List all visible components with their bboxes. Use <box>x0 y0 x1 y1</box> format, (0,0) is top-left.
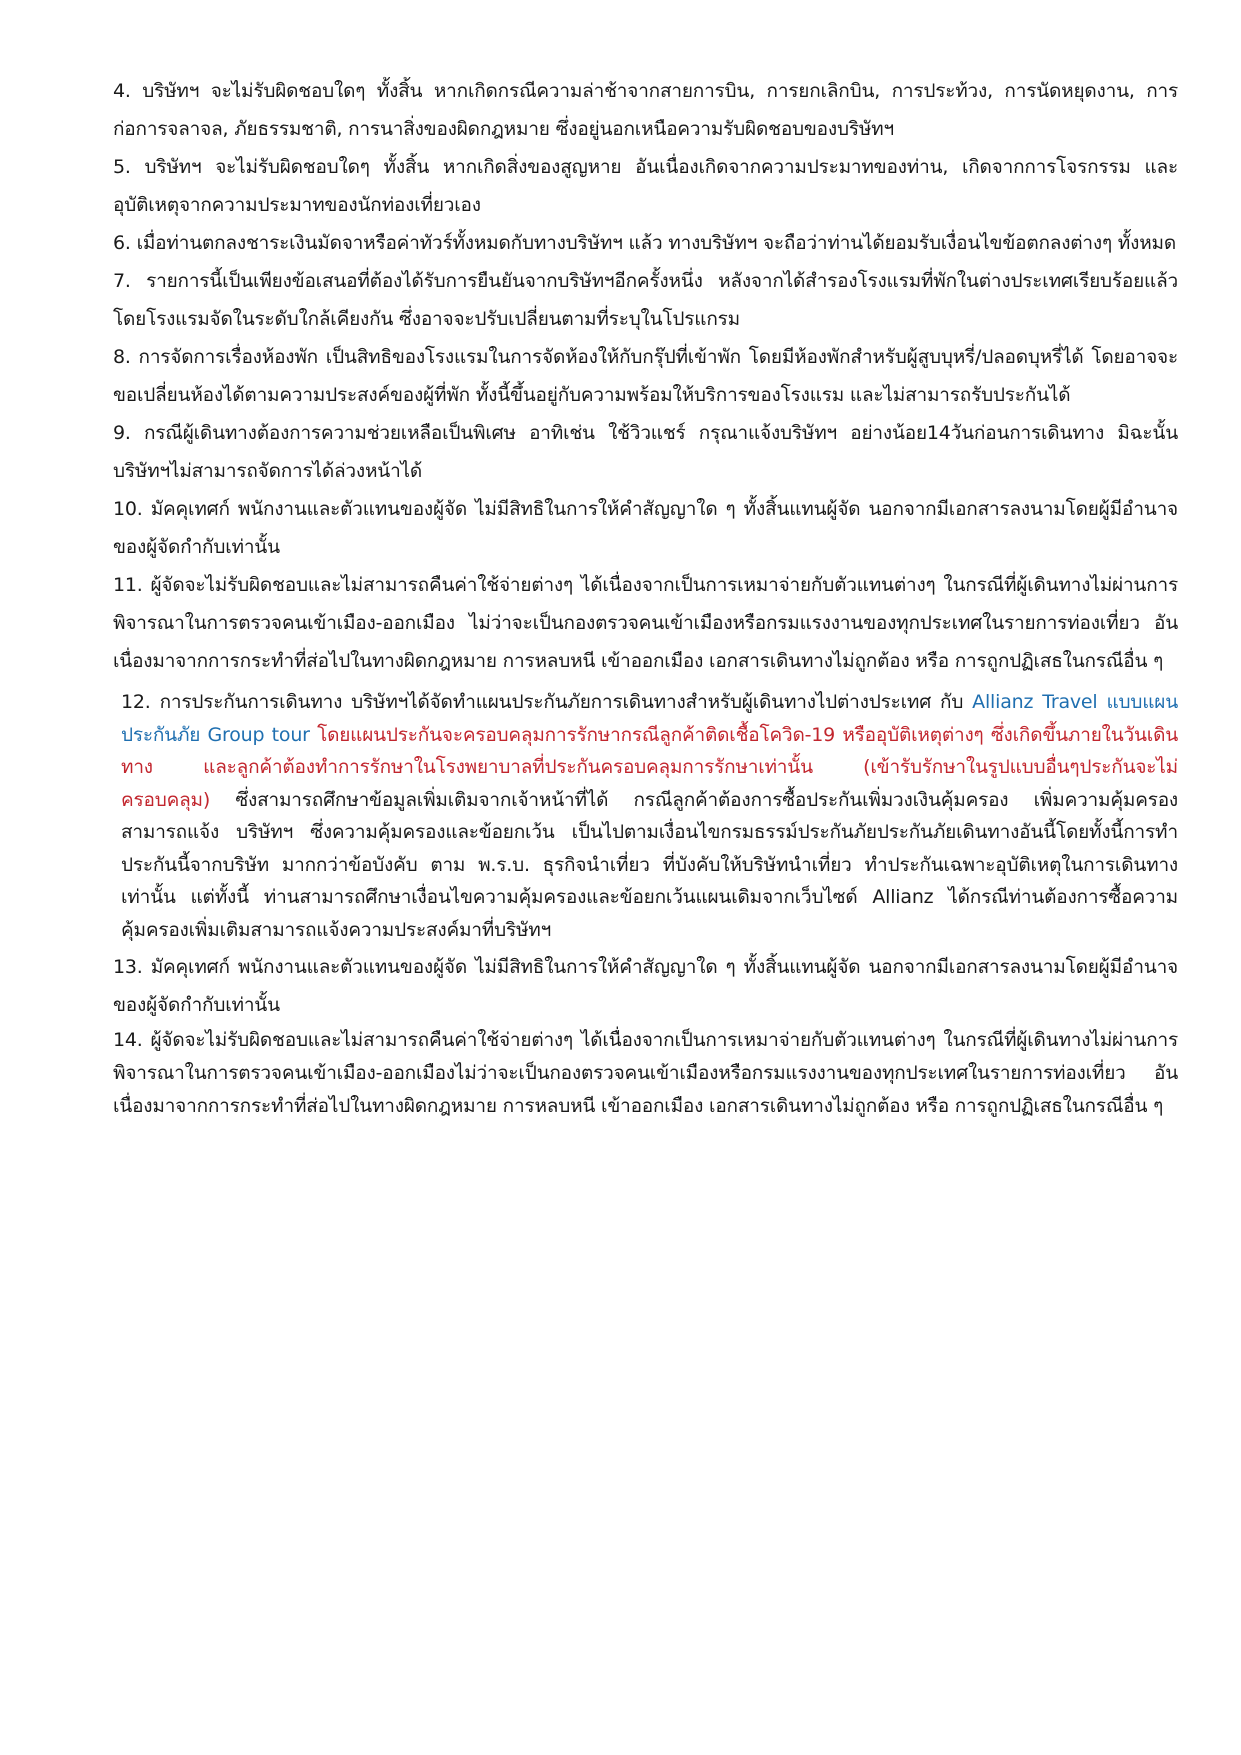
coverage-notice-text: โดยแผนประกันจะครอบคลุมการรักษากรณีลูกค้าติดเชื้อโควิด-19 หรืออุบัติเหตุต่างๆ ซึ่งเกิดขึ้นภายในวันเดินทาง และลูกค้าต้องทำการรักษาในโรงพยาบาลที่ประกันครอบคลุมการรักษาเท่านั้น (เข้ารับรักษาในรูปแบบอื่นๆประกันจะไม่ครอบคลุม) <box>121 723 1178 811</box>
term-item-5: 5. บริษัทฯ จะไม่รับผิดชอบใดๆ ทั้งสิ้น หากเกิดสิ่งของสูญหาย อันเนื่องเกิดจากความประมาทของท่าน, เกิดจากการโจรกรรม และ อุบัติเหตุจากความประมาทของนักท่องเที่ยวเอง <box>113 156 1178 216</box>
term-item-13: 13. มัคคุเทศก์ พนักงานและตัวแทนของผู้จัด ไม่มีสิทธิในการให้คำสัญญาใด ๆ ทั้งสิ้นแทนผู้จัด นอกจากมีเอกสารลงนามโดยผู้มีอำนาจของผู้จัดกำกับเท่านั้น <box>113 956 1178 1016</box>
term-item-10: 10. มัคคุเทศก์ พนักงานและตัวแทนของผู้จัด ไม่มีสิทธิในการให้คำสัญญาใด ๆ ทั้งสิ้นแทนผู้จัด นอกจากมีเอกสารลงนามโดยผู้มีอำนาจของผู้จัดกำกับเท่านั้น <box>113 498 1178 558</box>
term-item-9: 9. กรณีผู้เดินทางต้องการความช่วยเหลือเป็นพิเศษ อาทิเช่น ใช้วิวแชร์ กรุณาแจ้งบริษัทฯ อย่างน้อย14วันก่อนการเดินทาง มิฉะนั้น บริษัทฯไม่สามารถจัดการได้ล่วงหน้าได้ <box>113 422 1178 482</box>
terms-document <box>113 72 1178 1123</box>
term-item-11: 11. ผู้จัดจะไม่รับผิดชอบและไม่สามารถคืนค่าใช้จ่ายต่างๆ ได้เนื่องจากเป็นการเหมาจ่ายกับตัวแทนต่างๆ ในกรณีที่ผู้เดินทางไม่ผ่านการพิจารณาในการตรวจคนเข้าเมือง-ออกเมือง ไม่ว่าจะเป็นกองตรวจคนเข้าเมืองหรือกรมแรงงานของทุกประเทศในรายการท่องเที่ยว อันเนื่องมาจากการกระทำที่ส่อไปในทางผิดกฎหมาย การหลบหนี เข้าออกเมือง เอกสารเดินทางไม่ถูกต้อง หรือ การถูกปฏิเสธในกรณีอื่น ๆ <box>113 574 1178 672</box>
term-item-6: 6. เมื่อท่านตกลงชาระเงินมัดจาหรือค่าทัวร์ทั้งหมดกับทางบริษัทฯ แล้ว ทางบริษัทฯ จะถือว่าท่านได้ยอมรับเงื่อนไขข้อตกลงต่างๆ ทั้งหมด <box>113 232 1176 254</box>
insurance-intro-text: 12. การประกันการเดินทาง บริษัทฯได้จัดทำแผนประกันภัยการเดินทางสำหรับผู้เดินทางไปต่างประเทศ กับ <box>121 691 973 713</box>
term-item-14: 14. ผู้จัดจะไม่รับผิดชอบและไม่สามารถคืนค่าใช้จ่ายต่างๆ ได้เนื่องจากเป็นการเหมาจ่ายกับตัวแทนต่างๆ ในกรณีที่ผู้เดินทางไม่ผ่านการพิจารณาในการตรวจคนเข้าเมือง-ออกเมืองไม่ว่าจะเป็นกองตรวจคนเข้าเมืองหรือกรมแรงงานของทุกประเทศในรายการท่องเที่ยว อันเนื่องมาจากการกระทำที่ส่อไปในทางผิดกฎหมาย การหลบหนี เข้าออกเมือง เอกสารเดินทางไม่ถูกต้อง หรือ การถูกปฏิเสธในกรณีอื่น ๆ <box>113 1029 1178 1117</box>
allianz-plan-name: Allianz Travel แบบแผนประกันภัย Group tour <box>121 691 1178 746</box>
term-item-4: 4. บริษัทฯ จะไม่รับผิดชอบใดๆ ทั้งสิ้น หากเกิดกรณีความล่าช้าจากสายการบิน, การยกเลิกบิน, การประท้วง, การนัดหยุดงาน, การก่อการจลาจล, ภัยธรรมชาติ, การนาสิ่งของผิดกฎหมาย ซึ่งอยู่นอกเหนือความรับผิดชอบของบริษัทฯ <box>113 80 1178 140</box>
term-item-12-insurance <box>113 686 1178 946</box>
term-item-7: 7. รายการนี้เป็นเพียงข้อเสนอที่ต้องได้รับการยืนยันจากบริษัทฯอีกครั้งหนึ่ง หลังจากได้สำรองโรงแรมที่พักในต่างประเทศเรียบร้อยแล้ว โดยโรงแรมจัดในระดับใกล้เคียงกัน ซึ่งอาจจะปรับเปลี่ยนตามที่ระบุในโปรแกรม <box>113 270 1178 330</box>
term-item-8: 8. การจัดการเรื่องห้องพัก เป็นสิทธิของโรงแรมในการจัดห้องให้กับกรุ๊ปที่เข้าพัก โดยมีห้องพักสำหรับผู้สูบบุหรี่/ปลอดบุหรี่ได้ โดยอาจจะขอเปลี่ยนห้องได้ตามความประสงค์ของผู้ที่พัก ทั้งนี้ขึ้นอยู่กับความพร้อมให้บริการของโรงแรม และไม่สามารถรับประกันได้ <box>113 346 1178 406</box>
insurance-details-text: ซึ่งสามารถศึกษาข้อมูลเพิ่มเติมจากเจ้าหน้าที่ได้ กรณีลูกค้าต้องการซื้อประกันเพิ่มวงเงินคุ้มครอง เพิ่มความคุ้มครอง สามารถแจ้ง บริษัทฯ ซึ่งความคุ้มครองและข้อยกเว้น เป็นไปตามเงื่อนไขกรมธรรม์ประกันภัยประกันภัยเดินทางอันนี้โดยทั้งนี้การทำประกันนี้จากบริษัท มากกว่าข้อบังคับ ตาม พ.ร.บ. ธุรกิจนำเที่ยว ที่บังคับให้บริษัทนำเที่ยว ทำประกันเฉพาะอุบัติเหตุในการเดินทางเท่านั้น แต่ทั้งนี้ ท่านสามารถศึกษาเงื่อนไขความคุ้มครองและข้อยกเว้นแผนเดิมจากเว็บไซด์ Allianz ได้กรณีท่านต้องการซื้อความคุ้มครองเพิ่มเติมสามารถแจ้งความประสงค์มาที่บริษัทฯ <box>121 788 1178 941</box>
